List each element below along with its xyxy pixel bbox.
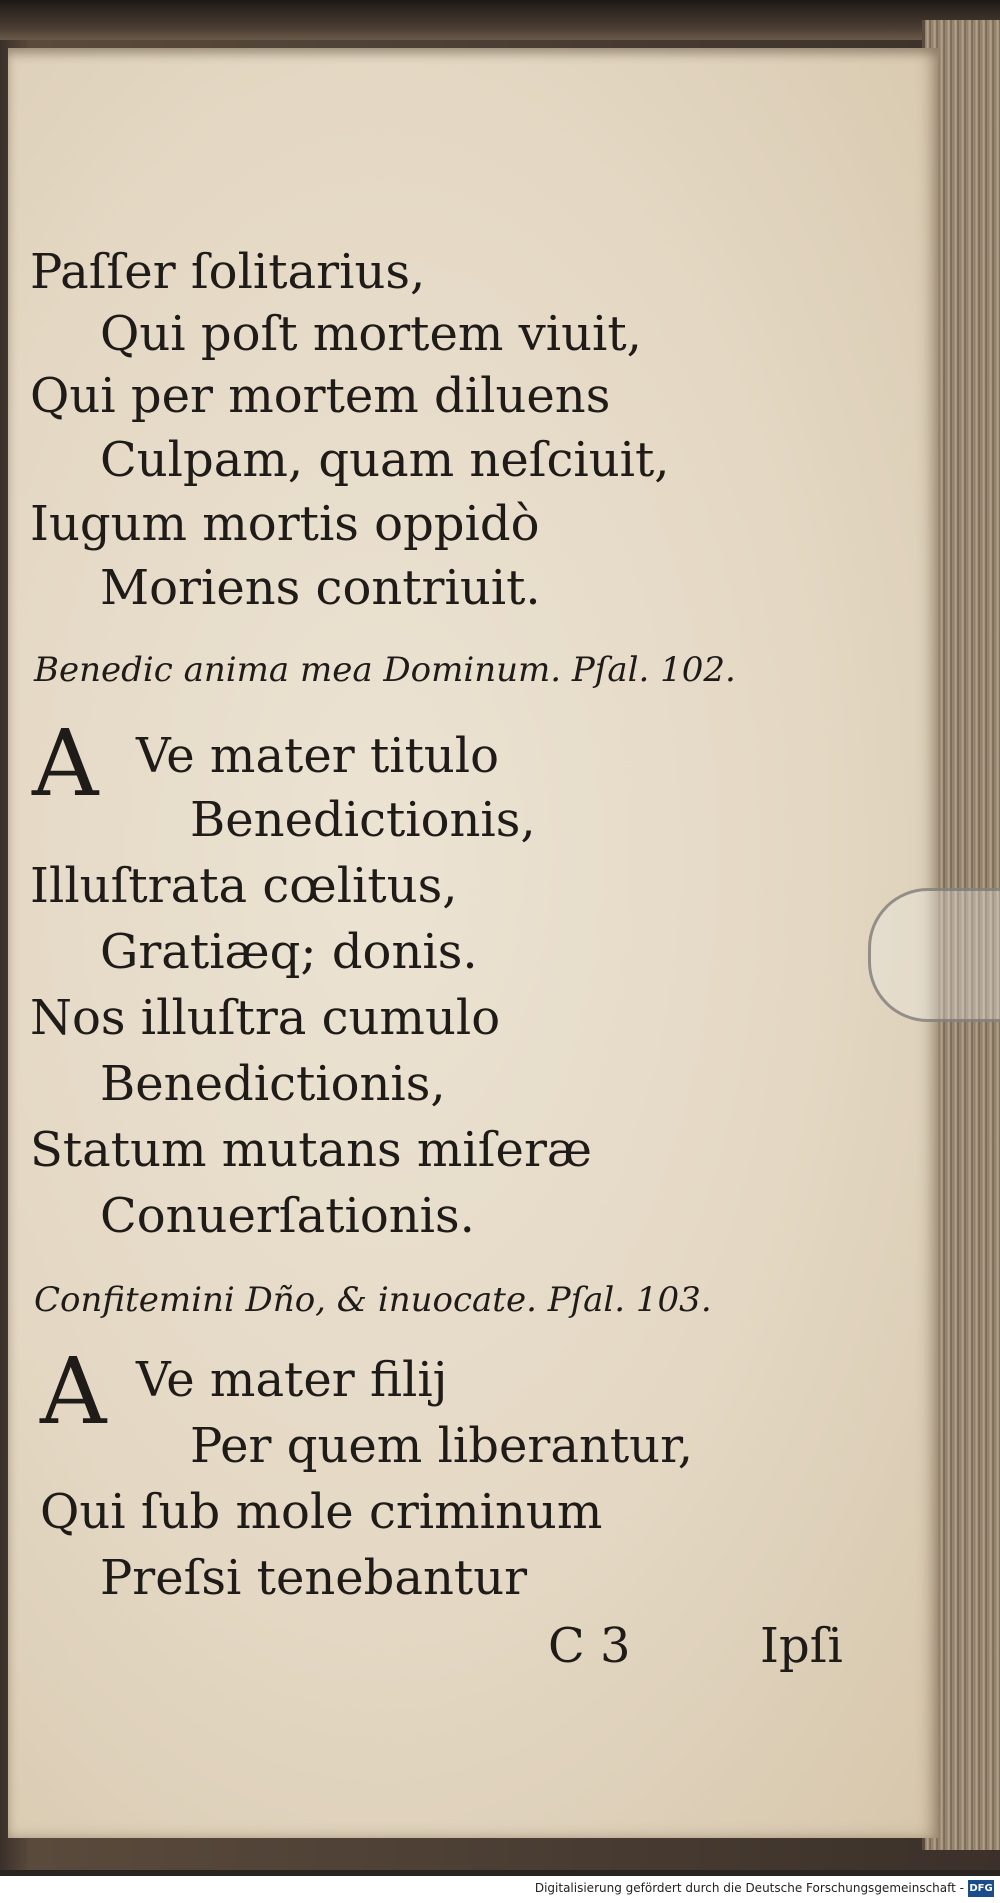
text-line: Gratiæq; donis. (100, 924, 478, 980)
page-text (8, 48, 938, 1838)
book-top-edge (0, 0, 1000, 40)
text-line: Nos illuſtra cumulo (30, 990, 501, 1046)
text-line: Preſsi tenebantur (100, 1550, 528, 1606)
dfg-logo: DFG (968, 1880, 994, 1897)
text-line: Culpam, quam neſciuit, (100, 432, 670, 488)
text-line: Benedictionis, (190, 792, 536, 848)
page (8, 48, 938, 1838)
text-line: Conuerſationis. (100, 1188, 475, 1244)
text-line: Qui per mortem diluens (30, 368, 611, 424)
text-line: Moriens contriuit. (100, 560, 541, 616)
text-line: Ve mater filij (136, 1352, 448, 1408)
text-line: Per quem liberantur, (190, 1418, 694, 1474)
text-line: Paſſer ſolitarius, (30, 244, 426, 300)
footer-bar (0, 1876, 1000, 1903)
text-line: Illuſtrata cœlitus, (30, 858, 458, 914)
psalm-rubric: Confitemini Dño, & inuocate. Pſal. 103. (34, 1280, 712, 1320)
funding-notice: Digitalisierung gefördert durch die Deutsche Forschungsgemeinschaft - (534, 1881, 964, 1895)
text-line: Qui poſt mortem viuit, (100, 306, 642, 362)
text-line: Ve mater titulo (136, 728, 500, 784)
text-line: Qui ſub mole criminum (40, 1484, 603, 1540)
page-clip (868, 888, 1000, 1022)
text-line: Iugum mortis oppidò (30, 496, 540, 552)
drop-cap: A (40, 1338, 107, 1445)
text-line: Benedictionis, (100, 1056, 446, 1112)
drop-cap: A (32, 710, 99, 817)
signature-mark: C 3 (548, 1618, 631, 1674)
text-line: Statum mutans miſeræ (30, 1122, 593, 1178)
psalm-rubric: Benedic anima mea Dominum. Pſal. 102. (34, 650, 736, 690)
catchword: Ipſi (760, 1618, 843, 1674)
